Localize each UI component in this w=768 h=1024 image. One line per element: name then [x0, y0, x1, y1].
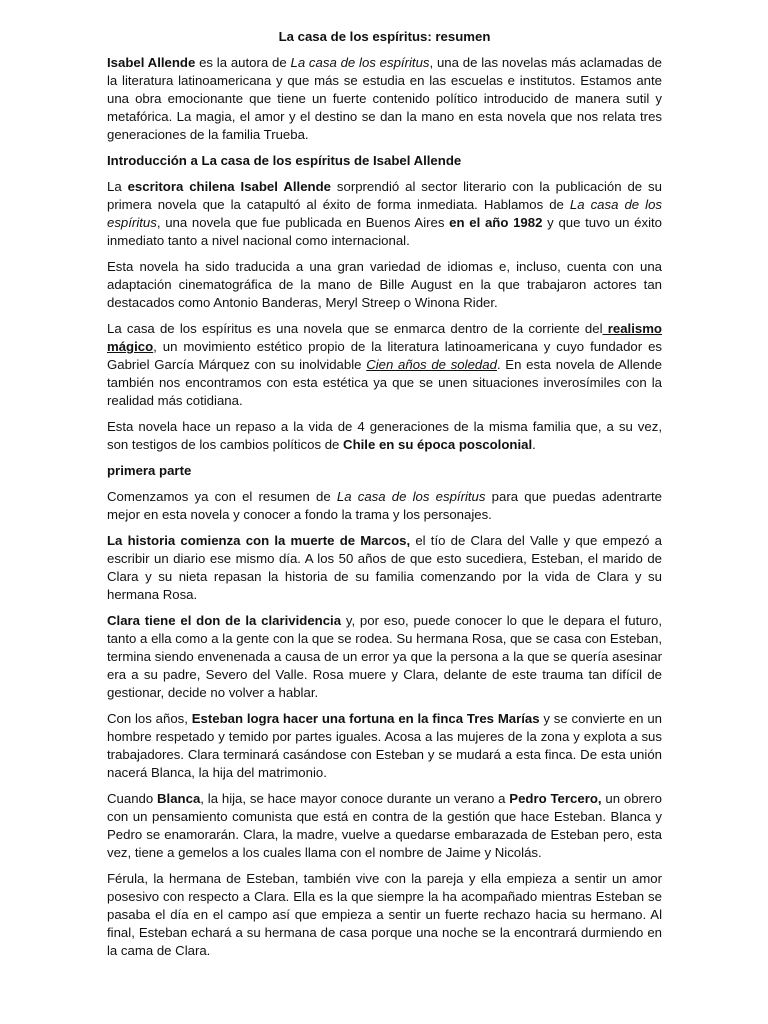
link-realismo-magico[interactable]: realismo mágico [107, 321, 662, 354]
paragraph-ferula: Férula, la hermana de Esteban, también vive con la pareja y ella empieza a sentir un amor posesivo con respecto a Clara. Ella es la que siempre la ha acompañado mientras Esteban se pasaba el día en el campo así que empieza a sentir un fuerte rechazo hacia su hermano. Al final, Esteban echará a su hermana de casa porque una noche se la encontrará durmiendo en la cama de Clara. [107, 871, 662, 958]
bold-span: Clara tiene el don de la clarividencia [107, 613, 342, 628]
paragraph-clarividencia [107, 612, 662, 702]
book-title: La casa de los espíritus [290, 55, 430, 70]
text-span: para que puedas adentrarte mejor en esta novela y conocer a fondo la trama y los personajes. [107, 489, 663, 522]
text-span: Esta novela hace un repaso a la vida de 4 generaciones de la misma familia que, a su vez, son testigos de los cambios políticos de [107, 419, 662, 452]
paragraph-autora [107, 178, 662, 250]
bold-span: La historia comienza con la muerte de Marcos, [107, 533, 411, 548]
text-span: La casa de los espíritus es una novela que se enmarca dentro de la corriente del [107, 321, 603, 336]
text-span: es la autora de [195, 55, 291, 70]
text-span: , una de las novelas más aclamadas de la literatura latinoamericana y que más se estudia en las escuelas e institutos. Estamos ante una obra emocionante que tiene un fuerte contenido político introducido de manera sutil y metafórica. La magia, el amor y el destino se dan la mano en esta novela que nos relata tres generaciones de la familia Trueba. [107, 55, 662, 142]
text-span: un obrero con un pensamiento comunista que está en contra de la gestión que hace Esteban. Blanca y Pedro se enamorarán. Clara, la madre, vuelve a quedarse embarazada de Esteban pero, esta vez, tiene a gemelos a los cuales llama con el nombre de Jaime y Nicolás. [107, 791, 662, 860]
text-span: y, por eso, puede conocer lo que le depara el futuro, tanto a ella como a la gente con la que se rodea. Su hermana Rosa, que se casa con Esteban, termina siendo envenenada a causa de un error ya que la persona a la que se quería asesinar era a su padre, Severo del Valle. Rosa muere y Clara, delante de este trauma tan difícil de gestionar, decide no volver a hablar. [107, 613, 662, 700]
paragraph-realismo [107, 320, 662, 410]
author-name: Isabel Allende [107, 55, 196, 70]
text-span: y que tuvo un éxito inmediato tanto a nivel nacional como internacional. [107, 215, 662, 248]
document-title: La casa de los espíritus: resumen [278, 29, 491, 44]
text-span: sorprendió al sector literario con la publicación de su primera novela que la catapultó al éxito de forma inmediata. Hablamos de [107, 179, 662, 212]
text-span: . En esta novela de Allende también nos encontramos con esta estética ya que se unen situaciones inverosímiles con la realidad más cotidiana. [107, 357, 663, 408]
section-heading-primera-parte: primera parte [107, 463, 192, 478]
paragraph-generaciones [107, 418, 662, 454]
section-heading-introduccion: Introducción a La casa de los espíritus de Isabel Allende [107, 153, 462, 168]
paragraph-tres-marias [107, 710, 662, 782]
paragraph-resumen [107, 488, 662, 524]
text-span: Con los años, [107, 711, 192, 726]
text-span: , un movimiento estético propio de la literatura latinoamericana y cuyo fundador es Gabriel García Márquez con su inolvidable [107, 339, 662, 372]
bold-span: Chile en su época poscolonial [343, 437, 533, 452]
text-span: Comenzamos ya con el resumen de [107, 489, 337, 504]
text-span: . [532, 437, 536, 452]
paragraph-traduccion: Esta novela ha sido traducida a una gran variedad de idiomas e, incluso, cuenta con una adaptación cinematográfica de la mano de Bille August en la que trabajaron actores tan destacados como Antonio Banderas, Meryl Streep o Winona Rider. [107, 259, 662, 310]
paragraph-intro [107, 54, 662, 144]
text-span: Cuando [107, 791, 158, 806]
book-title: La casa de los espíritus [107, 197, 662, 230]
bold-span: Blanca [157, 791, 201, 806]
paragraph-marcos [107, 532, 662, 604]
bold-span: escritora chilena Isabel Allende [127, 179, 331, 194]
text-span: , la hija, se hace mayor conoce durante un verano a [200, 791, 510, 806]
bold-span: Esteban logra hacer una fortuna en la finca Tres Marías [191, 711, 540, 726]
link-cien-anos[interactable]: Cien años de soledad [366, 357, 497, 372]
bold-span: Pedro Tercero, [509, 791, 602, 806]
text-span: y se convierte en un hombre respetado y temido por partes iguales. Acosa a las mujeres de la zona y explota a sus trabajadores. Clara terminará casándose con Esteban y se mudará a esta finca. De esta unión nacerá Blanca, la hija del matrimonio. [107, 711, 662, 780]
paragraph-blanca [107, 790, 662, 862]
text-span: La [107, 179, 128, 194]
text-span: el tío de Clara del Valle y que empezó a escribir un diario ese mismo día. A los 50 años de que esto sucediera, Esteban, el marido de Clara y su nieta repasan la historia de su familia comenzando por la vida de Clara y su hermana Rosa. [107, 533, 662, 602]
bold-span: en el año 1982 [449, 215, 543, 230]
book-title: La casa de los espíritus [336, 489, 486, 504]
text-span: , una novela que fue publicada en Buenos Aires [156, 215, 450, 230]
